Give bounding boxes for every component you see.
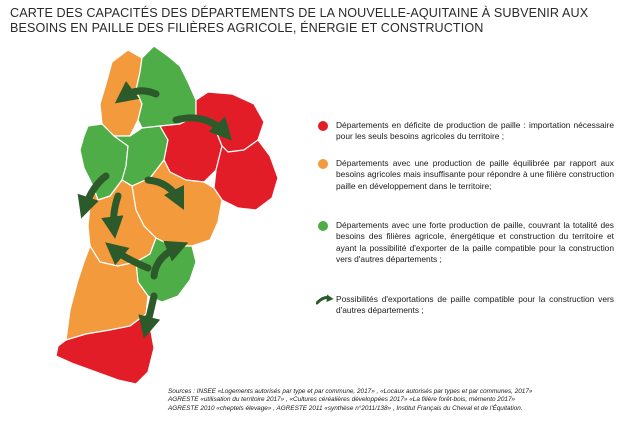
orange-dot-icon	[318, 159, 328, 169]
red-dot-icon	[318, 121, 328, 131]
legend-item-export	[316, 294, 614, 317]
legend-item-deficit	[316, 120, 614, 143]
legend-deficit-text: Départements en déficite de production de paille : importation nécessaire pour les seuls besoins agricoles du territoire ;	[336, 120, 614, 142]
legend-item-balanced	[316, 158, 614, 192]
department-correze	[214, 140, 278, 210]
legend-export-text: Possibilités d'exportations de paille compatible pour la construction vers d'autres départements ;	[336, 294, 614, 316]
sources-note	[168, 388, 624, 413]
sources-line-1: Sources : INSEE «Logements autorisés par type et par commune, 2017» , «Locaux autorisés par types et par communes, 2017»	[168, 388, 533, 395]
sources-line-3: AGRESTE 2010 «cheptels élevage» , AGRESTE 2011 «synthèse n°2011/138» , Institut Français du Cheval et de l'Équitation.	[168, 404, 523, 412]
legend-surplus-text: Départements avec une forte production de paille, couvrant la totalité des besoins des filières agricole, énergétique et construction du territoire et ayant la possibilité d'exporter de la paille compatible pour la construction vers d'autres départements ;	[336, 220, 614, 265]
export-arrow-icon	[316, 294, 334, 305]
sources-line-2: AGRESTE «utilisation du territoire 2017» , «Cultures céréalières développées 2017» «La filière forêt-bois, mémento 2017»	[168, 396, 516, 404]
green-dot-icon	[318, 221, 328, 231]
map-title: CARTE DES CAPACITÉS DES DÉPARTEMENTS DE LA NOUVELLE-AQUITAINE À SUBVENIR AUX BESOINS EN PAILLE DES FILIÈRES AGRICOLE, ÉNERGIE ET CONSTRUCTION	[10, 6, 589, 35]
legend-balanced-text: Départements avec une production de paille équilibrée par rapport aux besoins agricoles mais insuffisante pour répondre à une filière construction paille en développement dans le territoire;	[336, 158, 614, 191]
legend-item-surplus	[316, 220, 614, 266]
